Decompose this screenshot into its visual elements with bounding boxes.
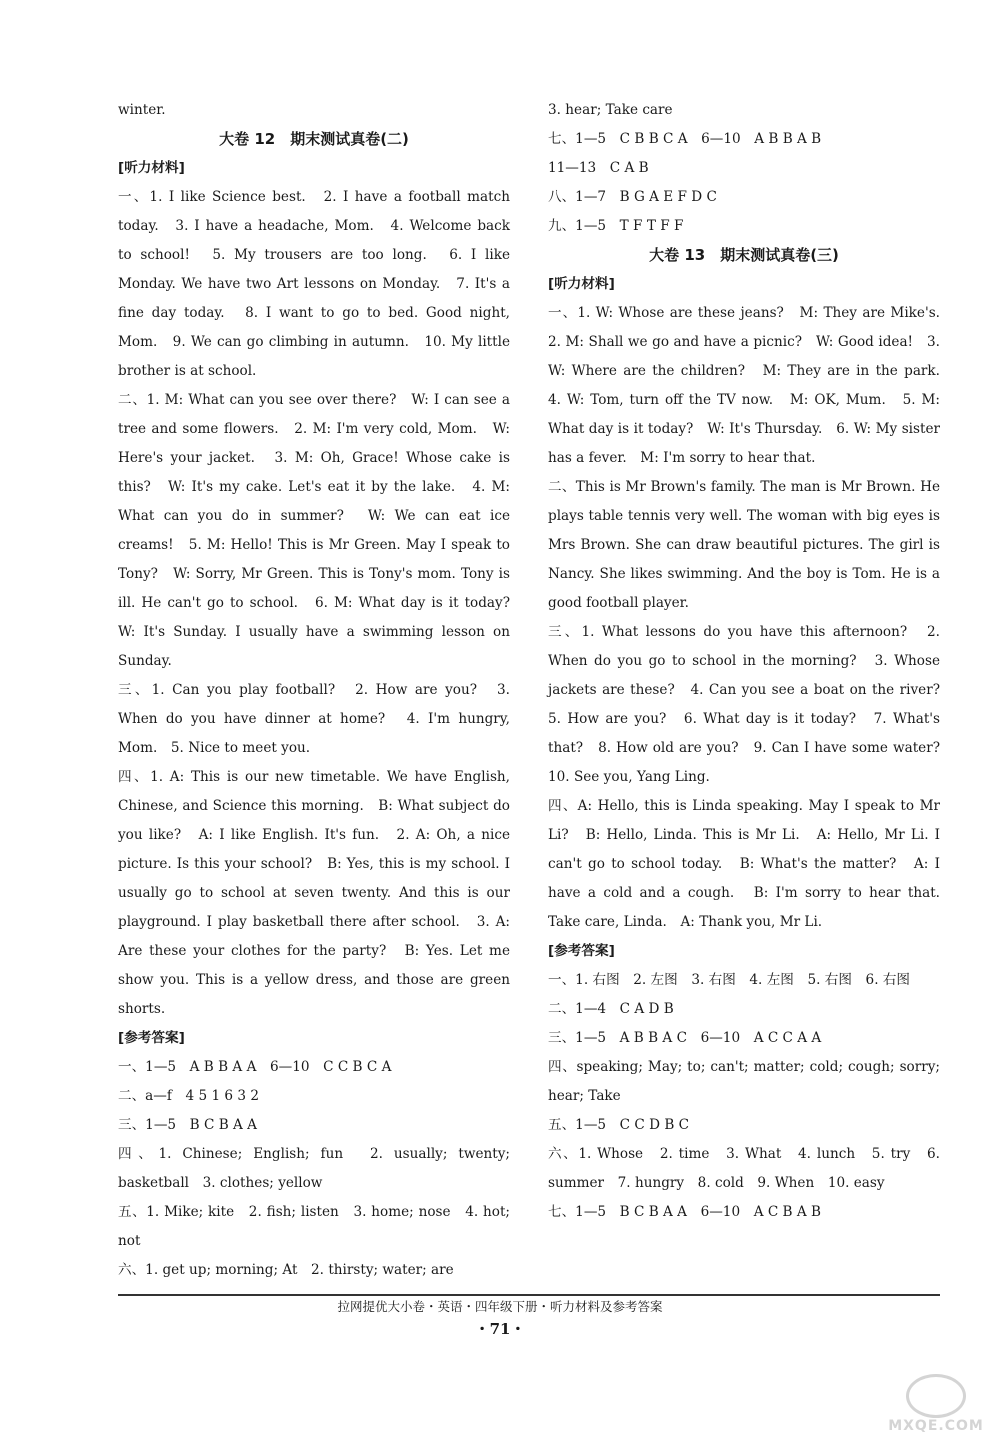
right-column [548,96,954,1227]
section-title: 大卷 13 期末测试真卷(三) [649,246,839,264]
paragraph: 四、1. Chinese; English; fun 2. usually; twenty; basketball 3. clothes; yellow [118,1146,510,1191]
section-tag: [参考答案] [548,943,615,959]
paragraph: 六、1. Whose 2. time 3. What 4. lunch 5. try 6. summer 7. hungry 8. cold 9. When 10. easy [548,1146,940,1191]
section-title: 大卷 12 期末测试真卷(二) [219,130,409,148]
watermark [886,1367,986,1441]
paragraph: 二、This is Mr Brown's family. The man is Mr Brown. He plays table tennis very well. The woman with big eyes is Mrs Brown. She can draw beautiful pictures. The girl is Nancy. She likes swimming. And the boy is Tom. He is a good football player. [548,479,940,611]
page-number: ・71・ [474,1320,526,1338]
watermark-logo-icon [906,1374,966,1418]
paragraph: 二、a—f 4 5 1 6 3 2 [118,1088,260,1104]
paragraph: 二、1—4 C A D B [548,1001,674,1017]
paragraph: 四、A: Hello, this is Linda speaking. May I speak to Mr Li? B: Hello, Linda. This is Mr Li. A: Hello, Mr Li. I can't go to school today. B: What's the matter? A: I have a cold and a cough. B: I'm sorry to hear that. Take care, Linda. A: Thank you, Mr Li. [548,798,940,930]
watermark-text: MXQE.COM [888,1418,984,1434]
paragraph: 四、speaking; May; to; can't; matter; cold; cough; sorry; hear; Take [548,1059,940,1104]
paragraph: 一、1. W: Whose are these jeans? M: They are Mike's. 2. M: Shall we go and have a picnic? W: Good idea! 3. W: Where are the children? M: They are in the park. 4. W: Tom, turn off the TV now. M: OK, Mum. 5. M: What day is it today? W: It's Thursday. 6. W: My sister has a fever. M: I'm sorry to hear that. [548,305,954,466]
paragraph: 一、1. 右图 2. 左图 3. 右图 4. 左图 5. 右图 6. 右图 [548,972,911,988]
paragraph: 三、1. Can you play football? 2. How are you? 3. When do you have dinner at home? 4. I'm hungry, Mom. 5. Nice to meet you. [118,682,510,756]
paragraph: 八、1—7 B G A E F D C [548,189,717,205]
paragraph: 3. hear; Take care [548,102,673,118]
paragraph: 四、1. A: This is our new timetable. We have English, Chinese, and Science this morning. B: What subject do you like? A: I like English. It's fun. 2. A: Oh, a nice picture. Is this your school? B: Yes, this is my school. I usually go to school at seven twenty. And this is our playground. I play basketball there after school. 3. A: Are these your clothes for the party? B: Yes. Let me show you. This is a yellow dress, and those are green shorts. [118,769,510,1017]
paragraph: 九、1—5 T F T F F [548,218,684,234]
section-tag: [听力材料] [548,276,615,292]
paragraph: 一、1. I like Science best. 2. I have a football match today. 3. I have a headache, Mom. 4. Welcome back to school! 5. My trousers are too long. 6. I like Monday. We have two Art lessons on Monday. 7. It's a fine day today. 8. I want to go to bed. Good night, Mom. 9. We can go climbing in autumn. 10. My little brother is at school. [118,189,510,379]
paragraph: 二、1. M: What can you see over there? W: I can see a tree and some flowers. 2. M: I'm very cold, Mom. W: Here's your jacket. 3. M: Oh, Grace! Whose cake is this? W: It's my cake. Let's eat it by the lake. 4. M: What can you do in summer? W: We can eat ice creams! 5. M: Hello! This is Mr Green. May I speak to Tony? W: Sorry, Mr Green. This is Tony's mom. Tony is ill. He can't go to school. 6. M: What day is it today? W: It's Sunday. I usually have a swimming lesson on Sunday. [118,392,524,669]
paragraph: 七、1—5 C B B C A 6—10 A B B A B [548,131,822,147]
paragraph: 五、1. Mike; kite 2. fish; listen 3. home; nose 4. hot; not [118,1204,510,1249]
paragraph: 11—13 C A B [548,160,649,176]
section-tag: [参考答案] [118,1030,185,1046]
paragraph: 六、1. get up; morning; At 2. thirsty; water; are [118,1262,454,1278]
paragraph: 三、1. What lessons do you have this afternoon? 2. When do you go to school in the morning? 3. Whose jackets are these? 4. Can you see a boat on the river? 5. How are you? 6. What day is it today? 7. What's that? 8. How old are you? 9. Can I have some water? 10. See you, Yang Ling. [548,624,954,785]
paragraph: 三、1—5 B C B A A [118,1117,257,1133]
footer-title: 拉网提优大小卷・英语・四年级下册・听力材料及参考答案 [337,1299,663,1314]
paragraph: winter. [118,102,166,118]
paragraph: 三、1—5 A B B A C 6—10 A C C A A [548,1030,822,1046]
left-column [118,96,524,1285]
paragraph: 五、1—5 C C D B C [548,1117,690,1133]
paragraph: 七、1—5 B C B A A 6—10 A C B A B [548,1204,821,1220]
paragraph: 一、1—5 A B B A A 6—10 C C B C A [118,1059,392,1075]
section-tag: [听力材料] [118,160,185,176]
